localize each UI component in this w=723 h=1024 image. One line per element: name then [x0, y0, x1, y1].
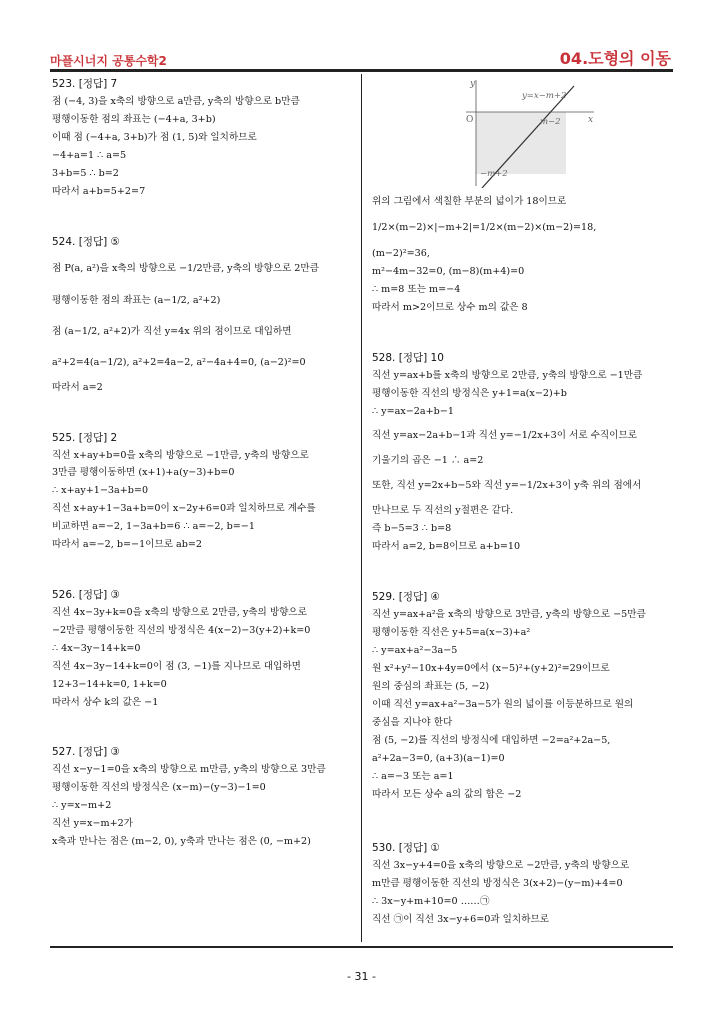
- solution-line: 직선 x+ay+b=0을 x축의 방향으로 −1만큼, y축의 방향으로: [52, 450, 309, 461]
- solution-line: ∴ 4x−3y−14+k=0: [52, 643, 141, 654]
- solution-line: ∴ y=ax−2a+b−1: [372, 406, 454, 417]
- solution-line: a²+2=4(a−1/2), a²+2=4a−2, a²−4a+4=0, (a−2)²=0: [52, 357, 306, 368]
- y-intercept-label: −m+2: [480, 169, 508, 179]
- solution-line: 직선 y=ax−2a+b−1과 직선 y=−1/2x+3이 서로 수직이므로: [372, 430, 637, 441]
- solution-heading: 524. [정답] ⑤: [52, 236, 120, 248]
- solution-line: 직선 ㉠이 직선 3x−y+6=0과 일치하므로: [372, 914, 549, 925]
- solution-line: 직선 3x−y+4=0을 x축의 방향으로 −2만큼, y축의 방향으로: [372, 860, 630, 871]
- solution-heading: 526. [정답] ③: [52, 589, 120, 601]
- solution-line: 12+3−14+k=0, 1+k=0: [52, 679, 167, 690]
- solution-heading: 530. [정답] ①: [372, 842, 440, 854]
- solution-line: 평행이동한 직선은 y+5=a(x−3)+a²: [372, 627, 531, 638]
- solution-line: 평행이동한 점의 좌표는 (a−1/2, a²+2): [52, 295, 221, 306]
- solution-line: 3만큼 평행이동하면 (x+1)+a(y−3)+b=0: [52, 467, 235, 478]
- solution-line: 중심을 지나야 한다: [372, 717, 453, 728]
- solution-line: 이때 직선 y=ax+a²−3a−5가 원의 넓이를 이등분하므로 원의: [372, 699, 634, 710]
- book-title: 마플시너지 공통수학2: [50, 54, 167, 68]
- solution-line: 점 (5, −2)를 직선의 방정식에 대입하면 −2=a²+2a−5,: [372, 735, 611, 746]
- solution-line: 직선 y=ax+b를 x축의 방향으로 2만큼, y축의 방향으로 −1만큼: [372, 370, 643, 381]
- solution-line: 즉 b−5=3 ∴ b=8: [372, 523, 452, 534]
- solution-line: 점 (−4, 3)을 x축의 방향으로 a만큼, y축의 방향으로 b만큼: [52, 96, 300, 107]
- chapter-title: 04.도형의 이동: [559, 49, 671, 68]
- solution-heading: 527. [정답] ③: [52, 746, 120, 758]
- solution-heading: 529. [정답] ④: [372, 591, 440, 603]
- solution-line: 따라서 a+b=5+2=7: [52, 186, 146, 197]
- header-rule: [50, 69, 673, 72]
- solution-line: 평행이동한 점의 좌표는 (−4+a, 3+b): [52, 114, 216, 125]
- solution-line: 따라서 모든 상수 a의 값의 합은 −2: [372, 789, 522, 800]
- solution-line: 점 P(a, a²)을 x축의 방향으로 −1/2만큼, y축의 방향으로 2만큼: [52, 263, 319, 274]
- solution-line: 만나므로 두 직선의 y절편은 같다.: [372, 505, 514, 516]
- solution-line: m²−4m−32=0, (m−8)(m+4)=0: [372, 266, 525, 277]
- solution-line: ∴ y=x−m+2: [52, 800, 112, 811]
- solution-line: ∴ 3x−y+m+10=0 ……㉠: [372, 896, 490, 907]
- solution-line: 비교하면 a=−2, 1−3a+b=6 ∴ a=−2, b=−1: [52, 521, 255, 532]
- page-number: - 31 -: [347, 970, 376, 983]
- solution-line: 따라서 a=2, b=8이므로 a+b=10: [372, 541, 521, 552]
- solution-line: 직선 y=x−m+2가: [52, 818, 133, 829]
- solution-line: 직선 4x−3y−14+k=0이 점 (3, −1)를 지나므로 대입하면: [52, 661, 301, 672]
- solution-line: 직선 y=ax+a²을 x축의 방향으로 3만큼, y축의 방향으로 −5만큼: [372, 609, 646, 620]
- solution-line: 직선 x−y−1=0을 x축의 방향으로 m만큼, y축의 방향으로 3만큼: [52, 764, 326, 775]
- origin-label: O: [466, 115, 474, 125]
- solution-line: a²+2a−3=0, (a+3)(a−1)=0: [372, 753, 505, 764]
- solution-line: x축과 만나는 점은 (m−2, 0), y축과 만나는 점은 (0, −m+2): [52, 836, 311, 847]
- solution-line: −4+a=1 ∴ a=5: [52, 150, 127, 161]
- solution-line: 원 x²+y²−10x+4y=0에서 (x−5)²+(y+2)²=29이므로: [372, 663, 610, 674]
- solution-line: 따라서 a=−2, b=−1이므로 ab=2: [52, 539, 203, 550]
- solution-line: ∴ x+ay+1−3a+b=0: [52, 485, 149, 496]
- solution-line: 3+b=5 ∴ b=2: [52, 168, 119, 179]
- solution-line: m만큼 평행이동한 직선의 방정식은 3(x+2)−(y−m)+4=0: [372, 878, 623, 889]
- solution-line: 원의 중심의 좌표는 (5, −2): [372, 681, 490, 692]
- solution-line: 또한, 직선 y=2x+b−5와 직선 y=−1/2x+3이 y축 위의 점에서: [372, 480, 642, 491]
- solution-line: ∴ a=−3 또는 a=1: [372, 771, 454, 782]
- x-axis-label: x: [588, 115, 594, 125]
- x-intercept-label: m−2: [540, 117, 561, 127]
- column-divider: [361, 74, 362, 942]
- solution-line: ∴ y=ax+a²−3a−5: [372, 645, 458, 656]
- solution-heading: 523. [정답] 7: [52, 78, 118, 90]
- solution-line: 따라서 a=2: [52, 382, 103, 393]
- line-label: y=x−m+2: [522, 91, 567, 101]
- solution-heading: 525. [정답] 2: [52, 432, 118, 444]
- solution-line: 위의 그림에서 색칠한 부분의 넓이가 18이므로: [372, 196, 567, 207]
- solution-line: 따라서 m>2이므로 상수 m의 값은 8: [372, 302, 528, 313]
- solution-line: 1/2×(m−2)×|−m+2|=1/2×(m−2)×(m−2)=18,: [372, 222, 597, 233]
- solution-line: 평행이동한 직선의 방정식은 y+1=a(x−2)+b: [372, 388, 567, 399]
- graph-figure: [462, 78, 597, 188]
- solution-line: (m−2)²=36,: [372, 248, 430, 259]
- solution-line: 기울기의 곱은 −1 ∴ a=2: [372, 455, 484, 466]
- solution-line: 이때 점 (−4+a, 3+b)가 점 (1, 5)와 일치하므로: [52, 132, 257, 143]
- solution-line: 점 (a−1/2, a²+2)가 직선 y=4x 위의 점이므로 대입하면: [52, 326, 292, 337]
- y-axis-label: y: [470, 79, 476, 89]
- solution-line: 직선 4x−3y+k=0을 x축의 방향으로 2만큼, y축의 방향으로: [52, 607, 307, 618]
- solution-heading: 528. [정답] 10: [372, 352, 444, 364]
- solution-line: ∴ m=8 또는 m=−4: [372, 284, 461, 295]
- solution-line: 평행이동한 직선의 방정식은 (x−m)−(y−3)−1=0: [52, 782, 266, 793]
- footer-rule: [50, 946, 673, 948]
- solution-line: 따라서 상수 k의 값은 −1: [52, 697, 159, 708]
- solution-line: 직선 x+ay+1−3a+b=0이 x−2y+6=0과 일치하므로 계수를: [52, 503, 316, 514]
- solution-line: −2만큼 평행이동한 직선의 방정식은 4(x−2)−3(y+2)+k=0: [52, 625, 311, 636]
